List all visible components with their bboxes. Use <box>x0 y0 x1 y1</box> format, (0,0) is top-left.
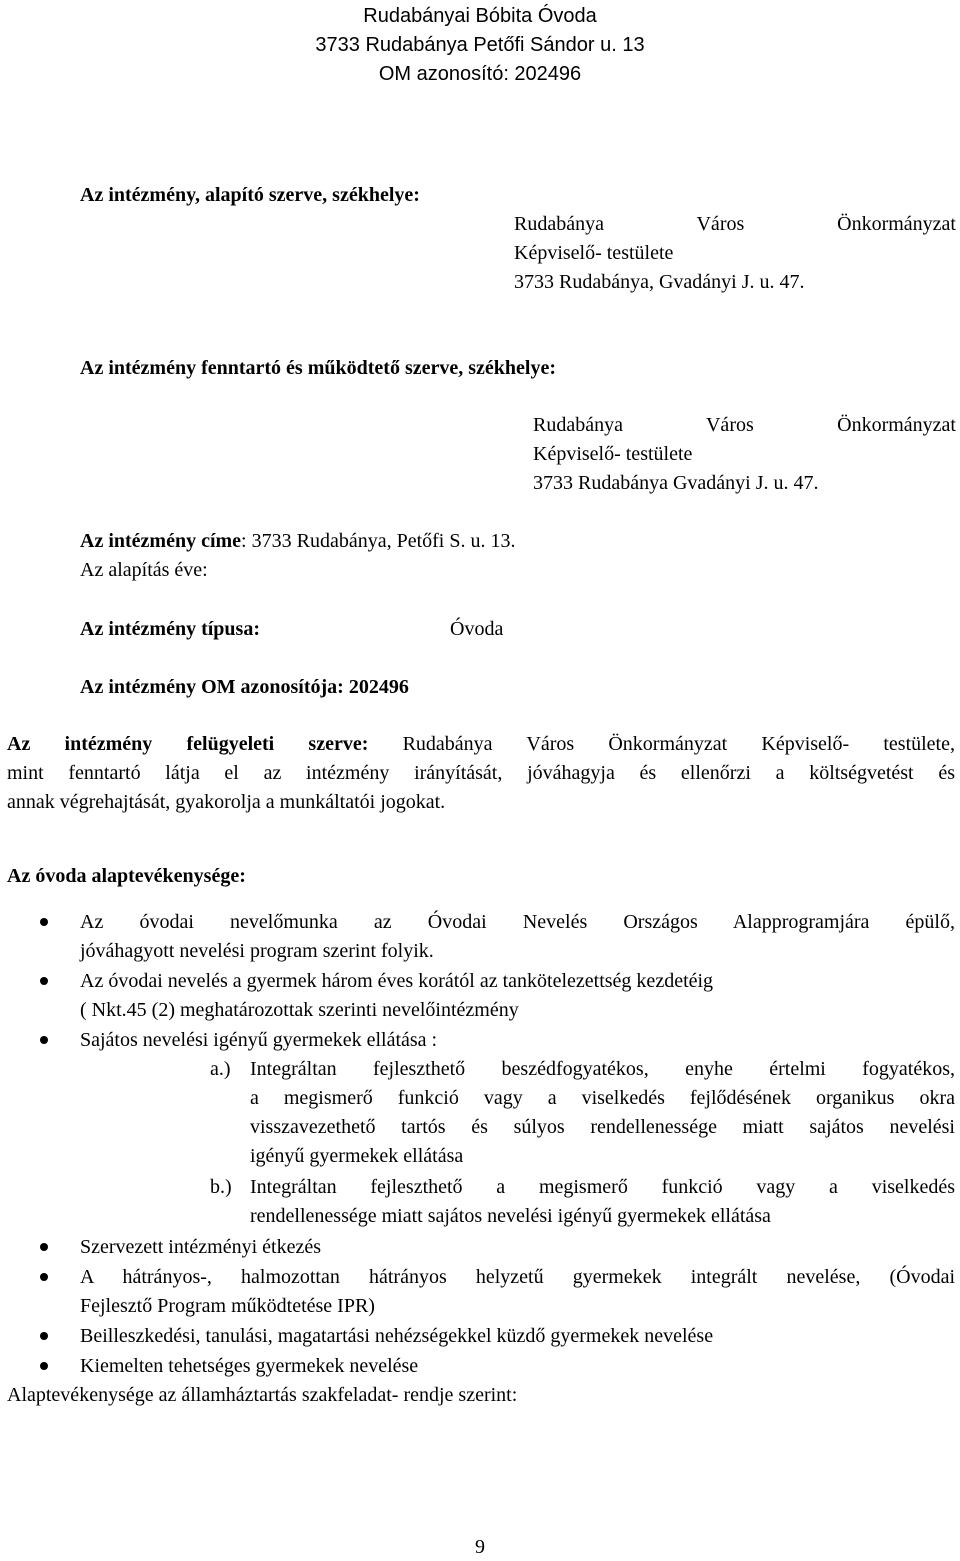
address-row <box>80 527 515 555</box>
sub-item-b <box>210 1173 955 1231</box>
founding-year-label: Az alapítás éve: <box>80 559 208 581</box>
list-item <box>80 1026 955 1055</box>
sub-item-line: rendellenessége miatt sajátos nevelési igényű gyermekek ellátása <box>250 1205 771 1227</box>
bullet-icon <box>40 1273 48 1281</box>
bullet-icon <box>40 1332 48 1340</box>
list-item <box>80 1263 955 1321</box>
sub-item-line: Integráltan fejleszthető beszédfogyatékos, enyhe értelmi fogyatékos, <box>250 1058 955 1080</box>
sub-item-line: visszavezethető tartós és súlyos rendellenessége miatt sajátos nevelési <box>250 1116 955 1138</box>
closing-line: Alaptevékenysége az államháztartás szakfeladat- rendje szerint: <box>7 1384 518 1406</box>
list-item <box>80 967 955 1025</box>
list-item-line: Kiemelten tehetséges gyermekek nevelése <box>80 1355 419 1377</box>
sub-item-a-marker: a.) <box>210 1058 231 1080</box>
address-value: : 3733 Rudabánya, Petőfi S. u. 13. <box>241 530 516 552</box>
supervisor-line-2: mint fenntartó látja el az intézmény irányítását, jóváhagyja és ellenőrzi a költségvetést és <box>7 762 955 784</box>
sub-item-a <box>210 1055 955 1171</box>
sub-item-line: Integráltan fejleszthető a megismerő funkció vagy a viselkedés <box>250 1176 955 1198</box>
header-institution-name: Rudabányai Bóbita Óvoda <box>363 5 597 27</box>
list-item-line: Sajátos nevelési igényű gyermekek ellátása : <box>80 1029 438 1051</box>
page-number: 9 <box>475 1536 485 1558</box>
supervisor-paragraph <box>7 730 955 817</box>
bullet-icon <box>40 918 48 926</box>
supervisor-text-1: Rudabánya Város Önkormányzat Képviselő- testülete, <box>368 733 955 755</box>
header-om-id: OM azonosító: 202496 <box>378 63 582 85</box>
list-item-line: Az óvodai nevelés a gyermek három éves korától az tankötelezettség kezdetéig <box>80 970 714 992</box>
type-value: Óvoda <box>450 618 504 640</box>
founder-address: 3733 Rudabánya, Gvadányi J. u. 47. <box>514 271 805 293</box>
bullet-icon <box>40 1036 48 1044</box>
founder-body: Képviselő- testülete <box>514 242 674 264</box>
header-address: 3733 Rudabánya Petőfi Sándor u. 13 <box>315 34 645 56</box>
founder-label: Az intézmény, alapító szerve, székhelye: <box>80 184 420 206</box>
list-item <box>80 1233 955 1262</box>
sub-item-line: a megismerő funkció vagy a viselkedés fejlődésének organikus okra <box>250 1087 955 1109</box>
bullet-icon <box>40 1362 48 1370</box>
maintainer-address: 3733 Rudabánya Gvadányi J. u. 47. <box>533 472 819 494</box>
list-item <box>80 908 955 966</box>
sub-item-b-marker: b.) <box>210 1176 232 1198</box>
bullet-icon <box>40 977 48 985</box>
om-id-label: Az intézmény OM azonosítója: 202496 <box>80 676 409 698</box>
address-label: Az intézmény címe <box>80 530 242 552</box>
list-item-line: A hátrányos-, halmozottan hátrányos helyzetű gyermekek integrált nevelése, (Óvodai <box>80 1266 955 1288</box>
list-item-line: Fejlesztő Program működtetése IPR) <box>80 1295 375 1317</box>
list-item-line: Szervezett intézményi étkezés <box>80 1236 321 1258</box>
supervisor-label: Az intézmény felügyeleti szerve: <box>7 733 369 755</box>
maintainer-name: Rudabánya Város Önkormányzat <box>533 414 956 436</box>
core-activity-label: Az óvoda alaptevékenysége: <box>7 865 246 887</box>
list-item-line: Az óvodai nevelőmunka az Óvodai Nevelés Országos Alapprogramjára épülő, <box>80 911 955 933</box>
sub-item-line: igényű gyermekek ellátása <box>250 1145 464 1167</box>
maintainer-body: Képviselő- testülete <box>533 443 693 465</box>
list-item-line: jóváhagyott nevelési program szerint folyik. <box>80 940 434 962</box>
founder-name: Rudabánya Város Önkormányzat <box>514 213 956 235</box>
list-item <box>80 1352 955 1381</box>
list-item-line: ( Nkt.45 (2) meghatározottak szerinti nevelőintézmény <box>80 999 519 1021</box>
bullet-icon <box>40 1243 48 1251</box>
list-item-line: Beilleszkedési, tanulási, magatartási nehézségekkel küzdő gyermekek nevelése <box>80 1325 714 1347</box>
supervisor-line-3: annak végrehajtását, gyakorolja a munkáltatói jogokat. <box>7 791 446 813</box>
type-label: Az intézmény típusa: <box>80 618 260 640</box>
supervisor-line-1 <box>7 730 955 759</box>
list-item <box>80 1322 955 1351</box>
maintainer-label: Az intézmény fenntartó és működtető szerve, székhelye: <box>80 357 556 379</box>
